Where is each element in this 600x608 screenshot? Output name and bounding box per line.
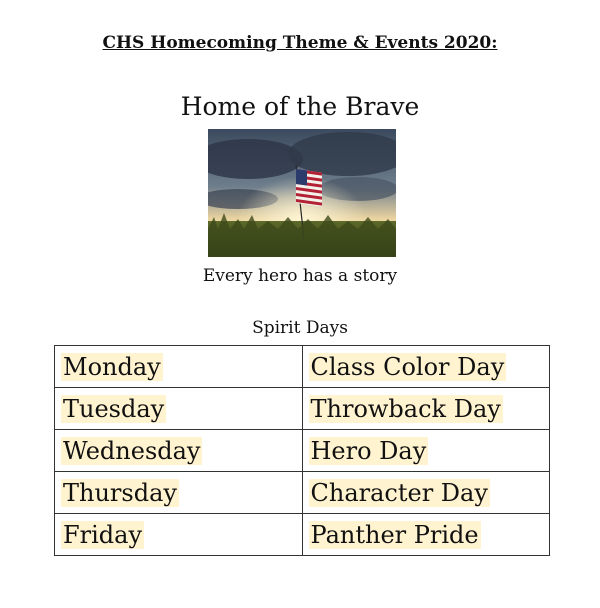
day-label: Tuesday — [63, 394, 165, 423]
event-cell — [302, 388, 550, 430]
spirit-days-heading: Spirit Days — [252, 318, 348, 338]
theme-heading: Home of the Brave — [180, 92, 420, 121]
day-cell — [55, 388, 303, 430]
document-title: CHS Homecoming Theme & Events 2020: — [102, 33, 498, 53]
table-row — [55, 514, 550, 556]
flag-photo — [208, 129, 396, 257]
event-label: Throwback Day — [310, 394, 501, 423]
event-cell — [302, 514, 550, 556]
day-cell — [55, 514, 303, 556]
day-cell — [55, 430, 303, 472]
day-label: Thursday — [63, 478, 177, 507]
event-label: Character Day — [310, 478, 488, 507]
day-label: Monday — [63, 352, 161, 381]
day-label: Wednesday — [63, 436, 201, 465]
tagline: Every hero has a story — [202, 266, 398, 286]
day-label: Friday — [63, 520, 143, 549]
event-label: Panther Pride — [310, 520, 479, 549]
event-label: Hero Day — [310, 436, 427, 465]
spirit-days-table — [54, 345, 550, 556]
day-cell — [55, 472, 303, 514]
table-row — [55, 346, 550, 388]
day-cell — [55, 346, 303, 388]
table-row — [55, 388, 550, 430]
event-cell — [302, 472, 550, 514]
event-cell — [302, 430, 550, 472]
table-row — [55, 430, 550, 472]
event-cell — [302, 346, 550, 388]
event-label: Class Color Day — [310, 352, 505, 381]
table-row — [55, 472, 550, 514]
